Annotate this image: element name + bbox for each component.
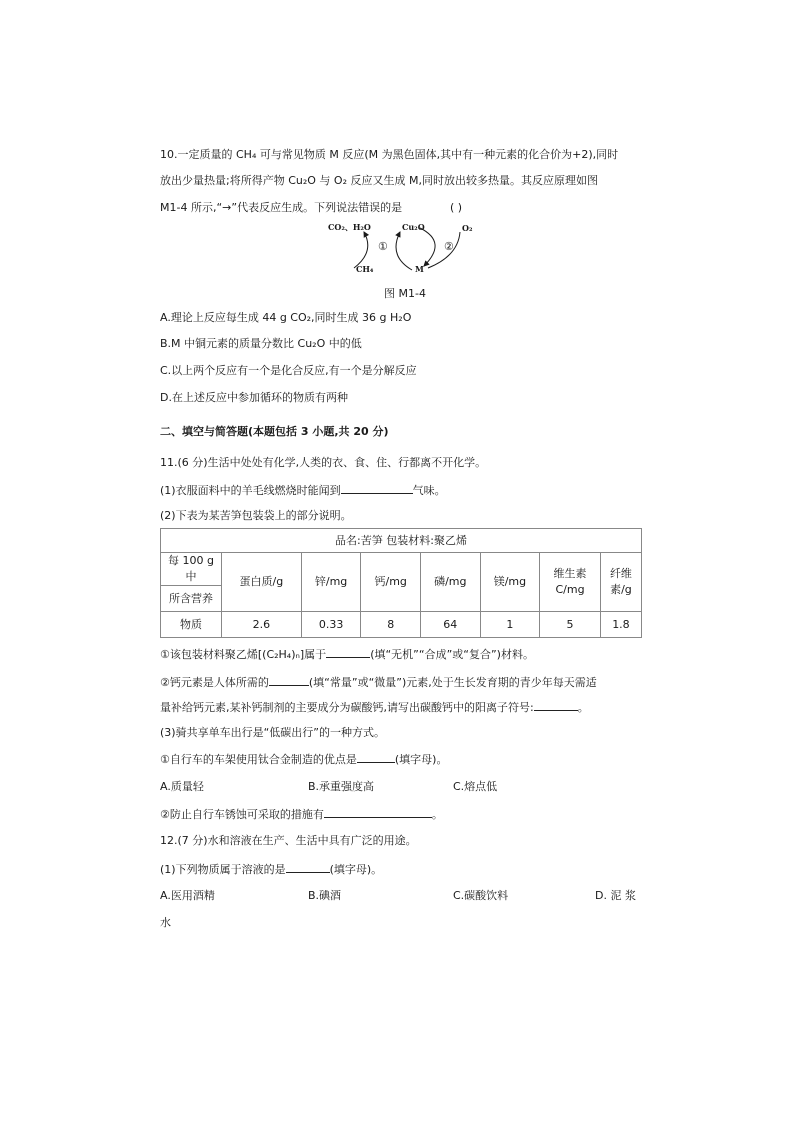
- label-m: M: [415, 264, 424, 274]
- nutrition-table: [160, 528, 642, 638]
- side-label-3: 物质: [161, 612, 222, 638]
- label-o2: O₂: [462, 223, 473, 233]
- q12-part1-tail: (填字母)。: [329, 863, 383, 876]
- q11-sub1: [160, 645, 534, 664]
- q11-sub3: [160, 750, 447, 769]
- col-header-calcium: 钙/mg: [361, 553, 421, 612]
- figure-caption: 图 M1-4: [384, 287, 426, 300]
- q10-option-b: B.M 中铜元素的质量分数比 Cu₂O 中的低: [160, 337, 362, 350]
- reaction-cycle-diagram: [320, 218, 480, 280]
- answer-blank-material[interactable]: [326, 645, 370, 658]
- cell-vitamin-c: 5: [540, 612, 601, 638]
- q11-sub2-cont: [160, 698, 589, 717]
- q11-sub3-text: ①自行车的车架使用钛合金制造的优点是: [160, 753, 357, 766]
- q11-sub4-text: ②防止自行车锈蚀可采取的措施有: [160, 808, 324, 821]
- q12-option-b: B.碘酒: [308, 889, 342, 902]
- q11-sub3-tail: (填字母)。: [394, 753, 448, 766]
- answer-paren: ( ): [450, 201, 463, 214]
- q11-sub3-option-c: C.熔点低: [453, 780, 498, 793]
- col-header-fiber-l1: 纤维: [609, 567, 632, 580]
- q10-line1: 10.一定质量的 CH₄ 可与常见物质 M 反应(M 为黑色固体,其中有一种元素的化合价为+2),同时: [160, 148, 619, 161]
- q10-line3-text: M1-4 所示,“→”代表反应生成。下列说法错误的是: [160, 201, 403, 214]
- q11-part1: [160, 481, 446, 500]
- q12-option-d-tail: 水: [160, 916, 171, 929]
- q11-sub4-tail: 。: [431, 808, 443, 821]
- q11-part2: (2)下表为某苦笋包装袋上的部分说明。: [160, 509, 352, 522]
- arrow-cu2o-to-m: [420, 228, 435, 266]
- label-cu2o: Cu₂O: [402, 222, 425, 232]
- label-reaction-1: ①: [378, 240, 388, 253]
- q11-sub2-text: ②钙元素是人体所需的: [160, 676, 269, 689]
- q12-stem: 12.(7 分)水和溶液在生产、生活中具有广泛的用途。: [160, 834, 417, 847]
- cell-zinc: 0.33: [301, 612, 361, 638]
- q11-part3: (3)骑共享单车出行是“低碳出行”的一种方式。: [160, 726, 385, 739]
- q11-sub1-text: ①该包装材料聚乙烯[(C₂H₄)ₙ]属于: [160, 648, 327, 661]
- side-label-2: 所含营养: [161, 586, 222, 612]
- q11-part1-tail: 气味。: [412, 484, 446, 497]
- col-header-protein: 蛋白质/g: [222, 553, 302, 612]
- arrow-m-to-cu2o: [396, 232, 412, 270]
- q11-sub2-cont-text: 量补给钙元素,某补钙制剂的主要成分为碳酸钙,请写出碳酸钙中的阳离子符号:: [160, 701, 534, 714]
- q10-option-d: D.在上述反应中参加循环的物质有两种: [160, 391, 348, 404]
- col-header-magnesium: 镁/mg: [480, 553, 540, 612]
- col-header-fiber: [600, 553, 641, 612]
- q11-sub3-option-a: A.质量轻: [160, 780, 204, 793]
- cell-phosphorus: 64: [421, 612, 481, 638]
- q11-sub2-tail: (填“常量”或“微量”)元素,处于生长发育期的青少年每天需适: [308, 676, 597, 689]
- q12-part1-text: (1)下列物质属于溶液的是: [160, 863, 286, 876]
- answer-blank-solution[interactable]: [286, 860, 330, 873]
- answer-blank-element-type[interactable]: [269, 673, 309, 686]
- q11-sub1-tail: (填“无机”“合成”或“复合”)材料。: [370, 648, 534, 661]
- answer-blank-advantage[interactable]: [357, 750, 395, 763]
- cell-magnesium: 1: [480, 612, 540, 638]
- q11-sub2-cont-tail: 。: [577, 701, 589, 714]
- q11-sub3-option-b: B.承重强度高: [308, 780, 375, 793]
- section-heading: [160, 423, 389, 441]
- cell-fiber: 1.8: [600, 612, 641, 638]
- label-reaction-2: ②: [444, 240, 454, 253]
- q11-sub2: [160, 673, 597, 692]
- col-header-vitamin-c-l2: C/mg: [555, 583, 585, 596]
- col-header-phosphorus: 磷/mg: [421, 553, 481, 612]
- q12-option-c: C.碳酸饮料: [453, 889, 509, 902]
- arrow-ch4-to-products: [354, 232, 368, 268]
- answer-blank-smell[interactable]: [341, 481, 413, 494]
- cell-calcium: 8: [361, 612, 421, 638]
- cell-protein: 2.6: [222, 612, 302, 638]
- q10-option-a: A.理论上反应每生成 44 g CO₂,同时生成 36 g H₂O: [160, 311, 412, 324]
- q11-stem: 11.(6 分)生活中处处有化学,人类的衣、食、住、行都离不开化学。: [160, 456, 487, 469]
- col-header-vitamin-c: [540, 553, 601, 612]
- q10-option-c: C.以上两个反应有一个是化合反应,有一个是分解反应: [160, 364, 417, 377]
- q10-line3: [160, 199, 463, 217]
- q12-part1: [160, 860, 382, 879]
- side-label-1: 每 100 g 中: [161, 553, 222, 586]
- answer-blank-rust-prevention[interactable]: [324, 805, 432, 818]
- label-co2-h2o: CO₂、H₂O: [328, 222, 371, 232]
- q11-sub4: [160, 805, 443, 824]
- table-title: 品名:苦笋 包装材料:聚乙烯: [161, 529, 642, 553]
- col-header-zinc: 锌/mg: [301, 553, 361, 612]
- answer-blank-cation[interactable]: [534, 698, 578, 711]
- col-header-vitamin-c-l1: 维生素: [553, 567, 587, 580]
- label-ch4: CH₄: [356, 264, 374, 274]
- q11-part1-text: (1)衣服面料中的羊毛线燃烧时能闻到: [160, 484, 341, 497]
- section-note: (本题包括 3 小题,共 20 分): [248, 425, 389, 438]
- col-header-fiber-l2: 素/g: [610, 583, 632, 596]
- q12-option-d: D. 泥 浆: [595, 889, 636, 902]
- section-title: 二、填空与简答题: [160, 425, 248, 438]
- q12-option-a: A.医用酒精: [160, 889, 215, 902]
- q10-line2: 放出少量热量;将所得产物 Cu₂O 与 O₂ 反应又生成 M,同时放出较多热量。其反应原理如图: [160, 174, 598, 187]
